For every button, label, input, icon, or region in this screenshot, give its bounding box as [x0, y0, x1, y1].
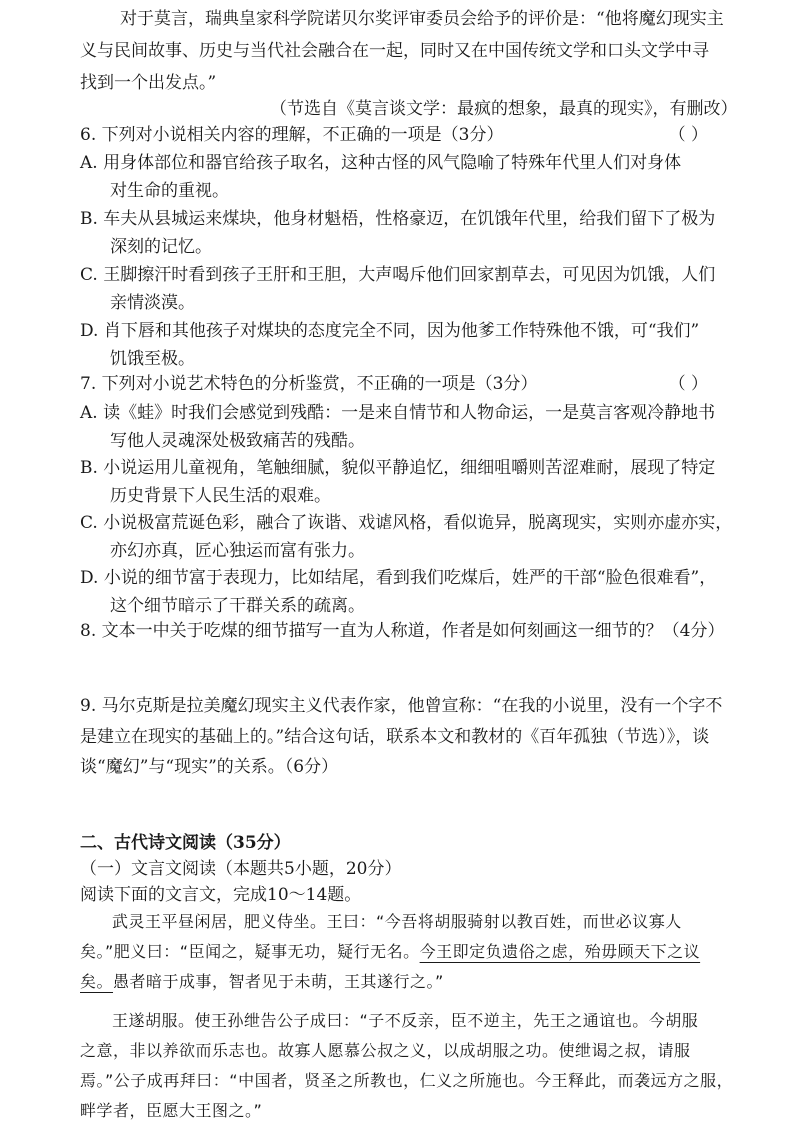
- classical-text-line: 王遂胡服。使王孙绁告公子成曰：“子不反亲，臣不逆主，先王之通谊也。今胡服: [112, 1011, 699, 1030]
- intro-line: 义与民间故事、历史与当代社会融合在一起，同时又在中国传统文学和口头文学中寻: [80, 41, 709, 61]
- option-d: D. 小说的细节富于表现力，比如结尾，看到我们吃煤后，姓严的干部“脸色很难看”，: [80, 568, 717, 588]
- question-7-stem: 7. 下列对小说艺术特色的分析鉴赏，不正确的一项是（3分）: [80, 374, 538, 394]
- question-9-stem-cont: 谈“魔幻”与“现实”的关系。（6分）: [80, 757, 339, 777]
- classical-text-segment: 矣。”肥义曰：“臣闻之，疑事无功，疑行无名。: [80, 942, 420, 961]
- option-a: A. 读《蛙》时我们会感觉到残酷：一是来自情节和人物命运，一是莫言客观冷静地书: [80, 403, 716, 423]
- intro-line: 找到一个出发点。”: [80, 73, 217, 93]
- section-title: 二、古代诗文阅读（35分）: [80, 833, 291, 853]
- question-9-stem: 9. 马尔克斯是拉美魔幻现实主义代表作家，他曾宣称：“在我的小说里，没有一个字不: [80, 696, 723, 716]
- classical-text-line: 焉。”公子成再拜曰：“中国者，贤圣之所教也，仁义之所施也。今王释此，而袭远方之服，: [80, 1071, 734, 1090]
- option-b-cont: 深刻的记忆。: [110, 237, 212, 257]
- option-b: B. 车夫从县城运来煤块，他身材魁梧，性格豪迈，在饥饿年代里，给我们留下了极为: [80, 209, 716, 229]
- answer-paren: （ ）: [668, 374, 708, 394]
- option-d: D. 肖下唇和其他孩子对煤块的态度完全不同，因为他爹工作特殊他不饿，可“我们”: [80, 321, 700, 341]
- option-d-cont: 这个细节暗示了干群关系的疏离。: [110, 596, 365, 616]
- answer-paren: （ ）: [668, 125, 708, 145]
- option-c-cont: 亲情淡漠。: [110, 293, 195, 313]
- classical-text-line: [80, 971, 444, 993]
- classical-text-line: 武灵王平昼闲居，肥义侍坐。王曰：“今吾将胡服骑射以教百姓，而世必议寡人: [112, 912, 682, 931]
- option-c-cont: 亦幻亦真，匠心独运而富有张力。: [110, 541, 365, 561]
- option-b: B. 小说运用儿童视角，笔触细腻，貌似平静追忆，细细咀嚼则苦涩难耐，展现了特定: [80, 458, 716, 478]
- source-note: （节选自《莫言谈文学：最疯的想象，最真的现实》，有删改）: [270, 99, 738, 119]
- underlined-sentence: 矣。: [80, 972, 114, 991]
- subsection-title: （一）文言文阅读（本题共5小题，20分）: [80, 859, 402, 879]
- classical-text-segment: 愚者暗于成事，智者见于未萌，王其遂行之。”: [113, 972, 444, 991]
- classical-text-line: 畔学者，臣愿大王图之。”: [80, 1101, 263, 1120]
- classical-text-line: [80, 941, 700, 963]
- intro-line: 对于莫言，瑞典皇家科学院诺贝尔奖评审委员会给予的评价是：“他将魔幻现实主: [120, 9, 724, 29]
- classical-text-line: 之意，非以养欲而乐志也。故寡人愿慕公叔之义，以成胡服之功。使绁谒之叔，请服: [80, 1041, 691, 1060]
- option-d-cont: 饥饿至极。: [110, 349, 195, 369]
- option-a: A. 用身体部位和器官给孩子取名，这种古怪的风气隐喻了特殊年代里人们对身体: [80, 153, 682, 173]
- question-6-stem: 6. 下列对小说相关内容的理解，不正确的一项是（3分）: [80, 125, 504, 145]
- option-a-cont: 对生命的重视。: [110, 181, 229, 201]
- option-c: C. 小说极富荒诞色彩，融合了诙谐、戏谑风格，看似诡异，脱离现实，实则亦虚亦实，: [80, 513, 733, 533]
- underlined-sentence: 今王即定负遗俗之虑，殆毋顾天下之议: [419, 942, 701, 961]
- option-c: C. 王脚擦汗时看到孩子王肝和王胆，大声喝斥他们回家割草去，可见因为饥饿，人们: [80, 265, 716, 285]
- option-a-cont: 写他人灵魂深处极致痛苦的残酷。: [110, 431, 365, 451]
- instructions: 阅读下面的文言文，完成10～14题。: [80, 885, 362, 905]
- question-8-stem: 8. 文本一中关于吃煤的细节描写一直为人称道，作者是如何刻画这一细节的？（4分）: [80, 621, 725, 641]
- question-9-stem-cont: 是建立在现实的基础上的。”结合这句话，联系本文和教材的《百年孤独（节选）》，谈: [80, 727, 710, 747]
- option-b-cont: 历史背景下人民生活的艰难。: [110, 486, 331, 506]
